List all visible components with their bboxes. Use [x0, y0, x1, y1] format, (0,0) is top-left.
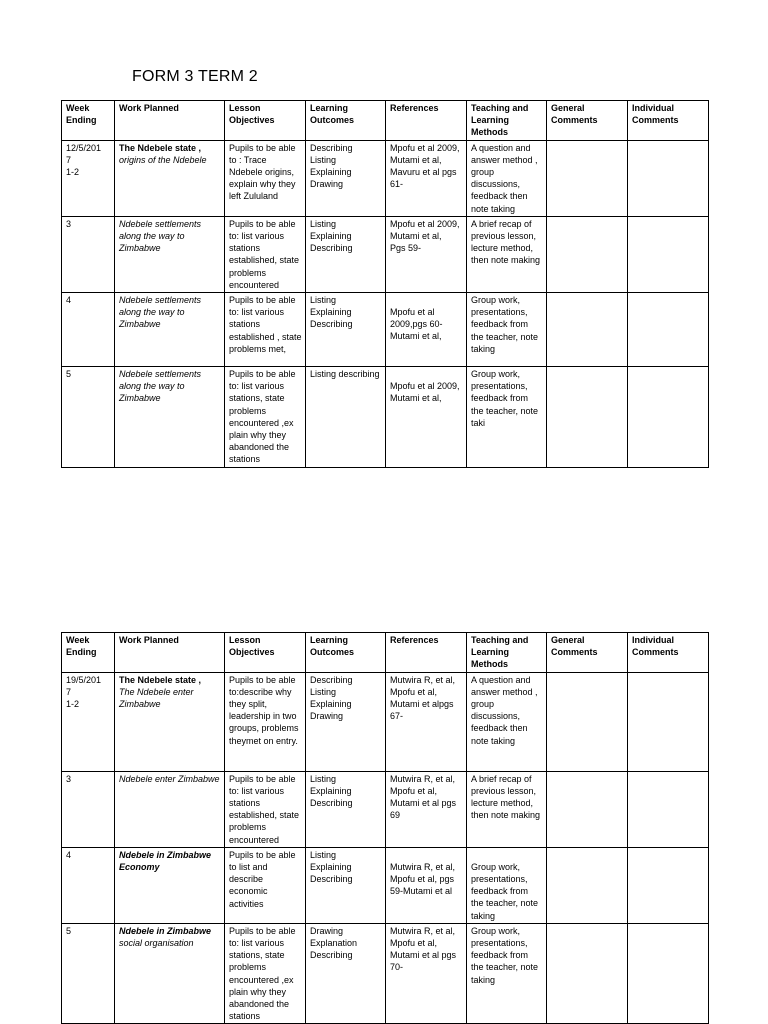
week-cell: 3 — [62, 771, 115, 847]
table-row — [62, 847, 709, 923]
general-comments-cell[interactable] — [547, 847, 628, 923]
objectives-cell: Pupils to be able to : Trace Ndebele origins, explain why they left Zululand — [225, 140, 306, 216]
individual-comments-cell[interactable] — [628, 216, 709, 292]
methods-cell: Group work, presentations, feedback from the teacher, note taki — [467, 367, 547, 468]
work-planned-cell: Ndebele enter Zimbabwe — [115, 771, 225, 847]
general-comments-cell[interactable] — [547, 923, 628, 1024]
week-cell: 4 — [62, 847, 115, 923]
methods-cell: Group work, presentations, feedback from the teacher, note taking — [467, 293, 547, 367]
header-lesson-objectives: Lesson Objectives — [225, 101, 306, 141]
objectives-cell: Pupils to be able to:describe why they split, leadership in two groups, problems theymet on entry. — [225, 672, 306, 771]
header-work-planned: Work Planned — [115, 633, 225, 673]
references-cell: Mutwira R, et al, Mpofu et al, Mutami et al pgs 70- — [386, 923, 467, 1024]
work-planned-cell: Ndebele in Zimbabwe social organisation — [115, 923, 225, 1024]
methods-cell: Group work, presentations, feedback from the teacher, note taking — [467, 847, 547, 923]
header-lesson-objectives: Lesson Objectives — [225, 633, 306, 673]
scheme-table-2 — [61, 632, 709, 1024]
week-cell: 3 — [62, 216, 115, 292]
table-row — [62, 672, 709, 771]
week-cell: 12/5/201 7 1-2 — [62, 140, 115, 216]
objectives-cell: Pupils to be able to: list various stations, state problems encountered ,ex plain why they abandoned the stations — [225, 923, 306, 1024]
outcomes-cell: Listing Explaining Describing — [306, 216, 386, 292]
objectives-cell: Pupils to be able to: list various stations established, state problems encountered — [225, 771, 306, 847]
methods-cell: A question and answer method , group discussions, feedback then note taking — [467, 140, 547, 216]
outcomes-cell: Listing describing — [306, 367, 386, 468]
table-row — [62, 293, 709, 367]
header-general-comments: General Comments — [547, 633, 628, 673]
work-planned-cell: Ndebele settlements along the way to Zimbabwe — [115, 216, 225, 292]
work-planned-cell: The Ndebele state , origins of the Ndebele — [115, 140, 225, 216]
individual-comments-cell[interactable] — [628, 293, 709, 367]
table-row — [62, 216, 709, 292]
header-work-planned: Work Planned — [115, 101, 225, 141]
week-cell: 4 — [62, 293, 115, 367]
references-cell: Mutwira R, et al, Mpofu et al, Mutami et al pgs 69 — [386, 771, 467, 847]
header-general-comments: General Comments — [547, 101, 628, 141]
references-cell: Mpofu et al 2009,pgs 60- Mutami et al, — [386, 293, 467, 367]
header-week-ending: Week Ending — [62, 633, 115, 673]
work-planned-cell: Ndebele settlements along the way to Zimbabwe — [115, 367, 225, 468]
references-cell: Mpofu et al 2009, Mutami et al, — [386, 367, 467, 468]
references-cell: Mutwira R, et al, Mpofu et al, pgs 59-Mutami et al — [386, 847, 467, 923]
objectives-cell: Pupils to be able to: list various stations, state problems encountered ,ex plain why they abandoned the stations — [225, 367, 306, 468]
outcomes-cell: Describing Listing Explaining Drawing — [306, 140, 386, 216]
outcomes-cell: Drawing Explanation Describing — [306, 923, 386, 1024]
outcomes-cell: Describing Listing Explaining Drawing — [306, 672, 386, 771]
objectives-cell: Pupils to be able to: list various stations established, state problems encountered — [225, 216, 306, 292]
outcomes-cell: Listing Explaining Describing — [306, 847, 386, 923]
work-planned-cell: The Ndebele state , The Ndebele enter Zimbabwe — [115, 672, 225, 771]
individual-comments-cell[interactable] — [628, 140, 709, 216]
week-cell: 19/5/201 7 1-2 — [62, 672, 115, 771]
table-header-row — [62, 633, 709, 673]
objectives-cell: Pupils to be able to: list various stations established , state problems met, — [225, 293, 306, 367]
week-cell: 5 — [62, 367, 115, 468]
individual-comments-cell[interactable] — [628, 847, 709, 923]
individual-comments-cell[interactable] — [628, 367, 709, 468]
outcomes-cell: Listing Explaining Describing — [306, 771, 386, 847]
header-individual-comments: Individual Comments — [628, 101, 709, 141]
references-cell: Mpofu et al 2009, Mutami et al, Mavuru et al pgs 61- — [386, 140, 467, 216]
references-cell: Mutwira R, et al, Mpofu et al, Mutami et alpgs 67- — [386, 672, 467, 771]
header-learning-outcomes: Learning Outcomes — [306, 101, 386, 141]
header-individual-comments: Individual Comments — [628, 633, 709, 673]
methods-cell: A question and answer method , group discussions, feedback then note taking — [467, 672, 547, 771]
individual-comments-cell[interactable] — [628, 672, 709, 771]
header-references: References — [386, 633, 467, 673]
header-week-ending: Week Ending — [62, 101, 115, 141]
week-cell: 5 — [62, 923, 115, 1024]
general-comments-cell[interactable] — [547, 771, 628, 847]
scheme-table-1 — [61, 100, 709, 468]
work-planned-cell: Ndebele in Zimbabwe Economy — [115, 847, 225, 923]
header-references: References — [386, 101, 467, 141]
outcomes-cell: Listing Explaining Describing — [306, 293, 386, 367]
general-comments-cell[interactable] — [547, 140, 628, 216]
general-comments-cell[interactable] — [547, 367, 628, 468]
table-row — [62, 771, 709, 847]
general-comments-cell[interactable] — [547, 216, 628, 292]
table-row — [62, 140, 709, 216]
individual-comments-cell[interactable] — [628, 923, 709, 1024]
page-title: FORM 3 TERM 2 — [132, 68, 258, 85]
header-teaching-methods: Teaching and Learning Methods — [467, 101, 547, 141]
work-planned-cell: Ndebele settlements along the way to Zimbabwe — [115, 293, 225, 367]
header-teaching-methods: Teaching and Learning Methods — [467, 633, 547, 673]
methods-cell: Group work, presentations, feedback from the teacher, note taking — [467, 923, 547, 1024]
methods-cell: A brief recap of previous lesson, lecture method, then note making — [467, 216, 547, 292]
methods-cell: A brief recap of previous lesson, lecture method, then note making — [467, 771, 547, 847]
general-comments-cell[interactable] — [547, 293, 628, 367]
header-learning-outcomes: Learning Outcomes — [306, 633, 386, 673]
table-row — [62, 923, 709, 1024]
objectives-cell: Pupils to be able to list and describe economic activities — [225, 847, 306, 923]
table-header-row — [62, 101, 709, 141]
individual-comments-cell[interactable] — [628, 771, 709, 847]
references-cell: Mpofu et al 2009, Mutami et al, Pgs 59- — [386, 216, 467, 292]
table-row — [62, 367, 709, 468]
general-comments-cell[interactable] — [547, 672, 628, 771]
